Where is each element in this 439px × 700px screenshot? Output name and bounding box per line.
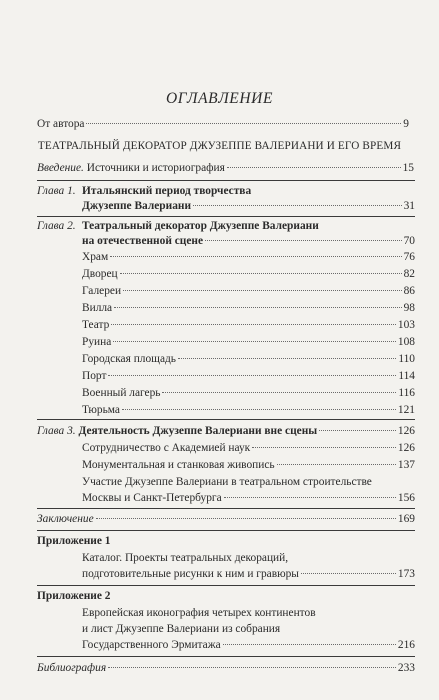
entry-label: От автора (37, 118, 85, 130)
toc-subentry (82, 267, 415, 281)
entry-page: 70 (403, 235, 415, 247)
entry-label: Монументальная и станковая живопись (82, 459, 275, 471)
entry-page: 126 (397, 442, 415, 454)
toc-subentry (82, 352, 415, 366)
toc-subentry (82, 318, 415, 332)
toc-entry-appendix1 (82, 567, 415, 581)
toc-chapter2-prefix (37, 219, 76, 233)
chapter-title-cont: Джузеппе Валериани (82, 200, 192, 212)
entry-page: 98 (403, 302, 415, 314)
entry-label: Государственного Эрмитажа (82, 639, 221, 651)
toc-chapter1-prefix (37, 184, 76, 198)
entry-page: 173 (397, 568, 415, 580)
page-title: ОГЛАВЛЕНИЕ (165, 90, 274, 107)
dot-leader (96, 518, 396, 519)
chapter-title: Итальянский период творчества (82, 185, 252, 197)
dot-leader (277, 464, 396, 465)
entry-page: 15 (402, 162, 414, 174)
appendix2-line1: Европейская иконография четырех континентов (82, 607, 316, 619)
toc-entry-author-note (37, 117, 409, 131)
divider (37, 508, 415, 509)
toc-subentry (82, 335, 415, 349)
dot-leader (205, 240, 402, 241)
appendix2-title (37, 589, 110, 603)
toc-chapter1-title (82, 184, 251, 198)
entry-label: Вилла (82, 302, 113, 314)
entry-page: 169 (397, 513, 415, 525)
toc-entry-appendix2 (82, 638, 415, 652)
chapter-label: Глава 2. (37, 220, 76, 232)
entry-label: Сотрудничество с Академией наук (82, 442, 251, 454)
dot-leader (123, 290, 402, 291)
appendix1-title (37, 534, 110, 548)
entry-label: Дворец (82, 268, 118, 280)
toc-entry-ch2 (82, 234, 415, 248)
dot-leader (108, 667, 396, 668)
chapter-label: Глава 3. (37, 425, 76, 437)
entry-label: Источники и историография (83, 162, 225, 174)
toc-subentry (82, 301, 415, 315)
toc-subentry (82, 369, 415, 383)
entry-page: 114 (398, 370, 415, 382)
chapter-title-cont: на отечественной сцене (82, 235, 204, 247)
entry-prefix: Введение. (37, 162, 84, 174)
entry-page: 156 (397, 492, 415, 504)
chapter-title: Деятельность Джузеппе Валериани вне сцены (78, 425, 318, 437)
entry-label: Заключение (37, 513, 94, 525)
entry-page: 108 (397, 336, 415, 348)
dot-leader (227, 167, 401, 168)
dot-leader (252, 447, 396, 448)
toc-subentry (82, 284, 415, 298)
toc-subentry (82, 458, 415, 472)
entry-page: 110 (398, 353, 415, 365)
entry-page: 9 (403, 118, 409, 130)
dot-leader (120, 273, 402, 274)
entry-label: Театр (82, 319, 110, 331)
appendix-title: Приложение 2 (37, 590, 111, 602)
dot-leader (122, 409, 396, 410)
entry-page: 126 (397, 425, 415, 437)
dot-leader (110, 256, 401, 257)
toc-entry-ch3 (37, 424, 415, 438)
appendix1-line1: Каталог. Проекты театральных декораций, (82, 552, 289, 564)
toc-subentry-theatre (82, 491, 415, 505)
entry-page: 137 (397, 459, 415, 471)
entry-label: Библиография (37, 662, 107, 674)
section-title: ТЕАТРАЛЬНЫЙ ДЕКОРАТОР ДЖУЗЕППЕ ВАЛЕРИАНИ И ЕГО ВРЕМЯ (37, 140, 402, 152)
entry-page: 103 (397, 319, 415, 331)
divider (37, 530, 415, 531)
appendix2-line2: и лист Джузеппе Валериани из собрания (82, 623, 281, 635)
divider (37, 419, 415, 420)
dot-leader (113, 341, 396, 342)
entry-page: 233 (397, 662, 415, 674)
dot-leader (224, 497, 396, 498)
divider (37, 585, 415, 586)
entry-label: Порт (82, 370, 107, 382)
chapter-title: Театральный декоратор Джузеппе Валериани (82, 220, 319, 232)
entry-label: подготовительные рисунки к ним и гравюры (82, 568, 299, 580)
toc-subentry (82, 386, 415, 400)
appendix-title: Приложение 1 (37, 535, 111, 547)
toc-subentry (82, 250, 415, 264)
dot-leader (193, 205, 402, 206)
dot-leader (178, 358, 396, 359)
entry-page: 82 (403, 268, 415, 280)
entry-label: Тюрьма (82, 404, 120, 416)
dot-leader (111, 324, 396, 325)
dot-leader (108, 375, 396, 376)
chapter-label: Глава 1. (37, 185, 76, 197)
entry-page: 121 (397, 404, 415, 416)
toc-subentry-theatre-line1: Участие Джузеппе Валериани в театральном строительстве (82, 476, 372, 488)
divider (37, 216, 415, 217)
toc-entry-bibliography (37, 661, 415, 675)
entry-page: 116 (398, 387, 415, 399)
toc-subentry (82, 403, 415, 417)
entry-label: Галереи (82, 285, 122, 297)
divider (37, 656, 415, 657)
toc-chapter2-title (82, 219, 319, 233)
toc-entry-conclusion (37, 512, 415, 526)
entry-label: Городская площадь (82, 353, 176, 365)
entry-label: Москвы и Санкт-Петербурга (82, 492, 222, 504)
entry-page: 31 (403, 200, 415, 212)
divider (37, 180, 415, 181)
entry-page: 216 (397, 639, 415, 651)
toc-entry-intro (37, 161, 414, 175)
dot-leader (319, 430, 396, 431)
toc-entry-ch1 (82, 199, 415, 213)
entry-page: 76 (403, 251, 415, 263)
dot-leader (162, 392, 396, 393)
dot-leader (301, 573, 396, 574)
dot-leader (86, 123, 401, 124)
entry-label: Руина (82, 336, 112, 348)
dot-leader (114, 307, 401, 308)
toc-subentry (82, 441, 415, 455)
entry-label: Храм (82, 251, 109, 263)
entry-label: Военный лагерь (82, 387, 161, 399)
entry-page: 86 (403, 285, 415, 297)
dot-leader (223, 644, 396, 645)
